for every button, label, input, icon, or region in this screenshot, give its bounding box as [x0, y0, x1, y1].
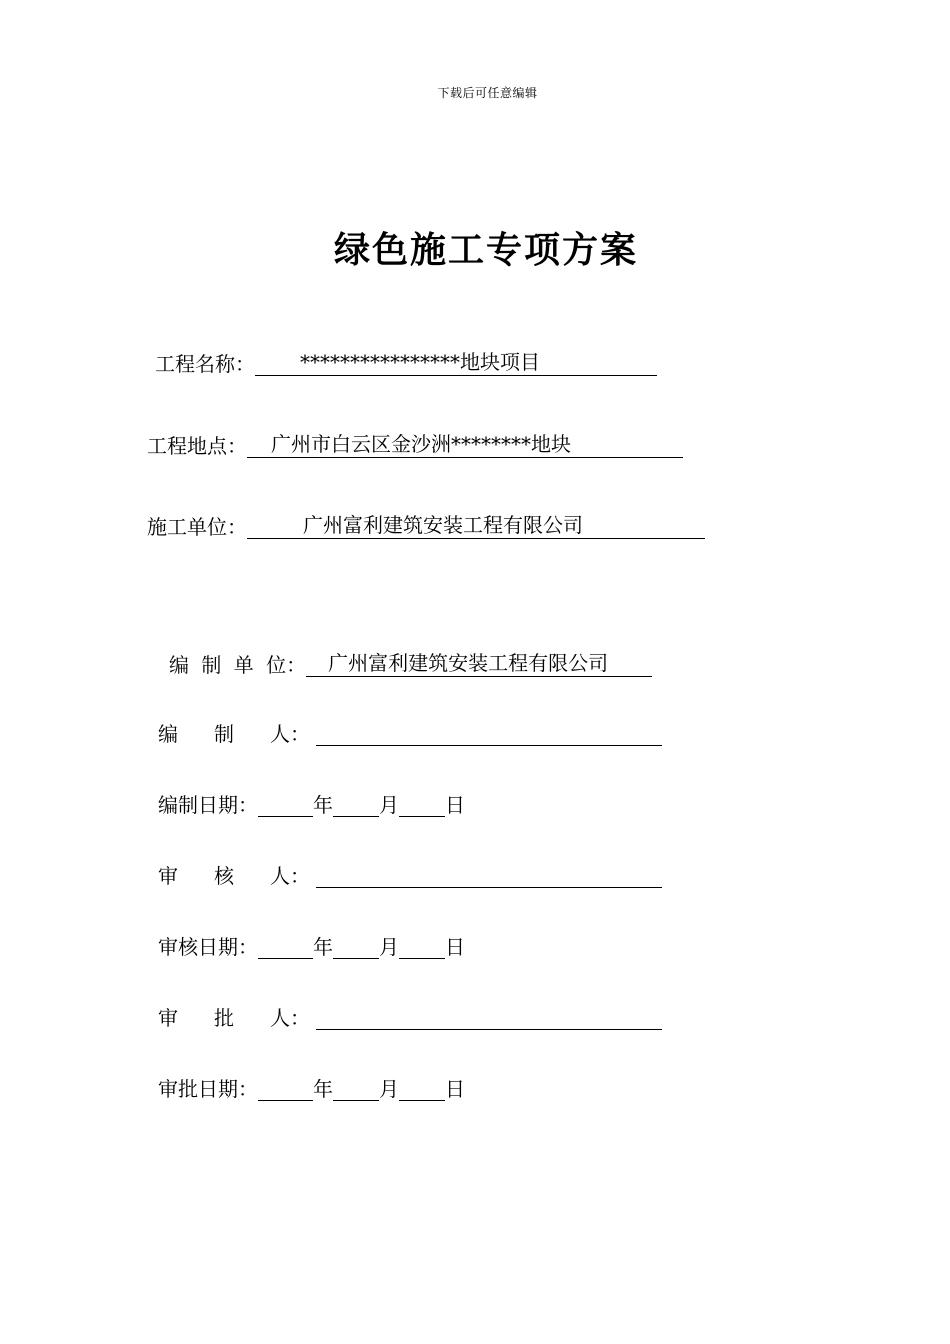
- compiler-signature-line[interactable]: [316, 722, 662, 746]
- construction-unit-value: 广州富利建筑安装工程有限公司: [247, 513, 705, 539]
- approve-year-blank[interactable]: [258, 1077, 313, 1101]
- compiler-label-char-2: 制: [214, 722, 234, 746]
- approve-date-row: [158, 1077, 465, 1101]
- project-location-row: [147, 432, 683, 458]
- approve-month-unit: 月: [379, 1077, 399, 1101]
- review-year-unit: 年: [313, 935, 333, 959]
- compile-day-blank[interactable]: [399, 793, 445, 817]
- approve-day-unit: 日: [445, 1077, 465, 1101]
- review-day-unit: 日: [445, 935, 465, 959]
- reviewer-row: [158, 864, 662, 888]
- compile-month-unit: 月: [379, 793, 399, 817]
- approve-year-unit: 年: [313, 1077, 333, 1101]
- review-day-blank[interactable]: [399, 935, 445, 959]
- project-name-label: 工程名称：: [155, 352, 255, 376]
- construction-unit-row: [147, 513, 705, 539]
- compiler-label-char-3: 人：: [270, 722, 310, 746]
- approve-day-blank[interactable]: [399, 1077, 445, 1101]
- header-note: 下载后可任意编辑: [437, 86, 538, 100]
- project-name-value: ****************地块项目: [255, 350, 657, 376]
- document-title: 绿色施工专项方案: [333, 229, 638, 271]
- compile-year-unit: 年: [313, 793, 333, 817]
- project-name-row: [155, 350, 657, 376]
- project-location-label: 工程地点：: [147, 434, 247, 458]
- review-date-row: [158, 935, 465, 959]
- review-year-blank[interactable]: [258, 935, 313, 959]
- compile-day-unit: 日: [445, 793, 465, 817]
- review-date-label: 审核日期：: [158, 935, 258, 959]
- approver-signature-line[interactable]: [316, 1006, 662, 1030]
- approver-label-char-2: 批: [214, 1006, 234, 1030]
- reviewer-label-char-2: 核: [214, 864, 234, 888]
- approve-date-label: 审批日期：: [158, 1077, 258, 1101]
- reviewer-label-char-1: 审: [158, 864, 178, 888]
- compile-unit-label: 编 制 单 位：: [169, 653, 307, 677]
- compile-year-blank[interactable]: [258, 793, 313, 817]
- compile-date-row: [158, 793, 465, 817]
- approver-label-char-1: 审: [158, 1006, 178, 1030]
- review-month-unit: 月: [379, 935, 399, 959]
- approver-label-char-3: 人：: [270, 1006, 310, 1030]
- compiler-row: [158, 722, 662, 746]
- compile-date-label: 编制日期：: [158, 793, 258, 817]
- review-month-blank[interactable]: [333, 935, 379, 959]
- compile-unit-row: [169, 651, 652, 677]
- compile-month-blank[interactable]: [333, 793, 379, 817]
- approver-row: [158, 1006, 662, 1030]
- project-location-value: 广州市白云区金沙洲********地块: [247, 432, 683, 458]
- compiler-label-char-1: 编: [158, 722, 178, 746]
- reviewer-signature-line[interactable]: [316, 864, 662, 888]
- compile-unit-value: 广州富利建筑安装工程有限公司: [306, 651, 652, 677]
- construction-unit-label: 施工单位：: [147, 515, 247, 539]
- reviewer-label-char-3: 人：: [270, 864, 310, 888]
- approve-month-blank[interactable]: [333, 1077, 379, 1101]
